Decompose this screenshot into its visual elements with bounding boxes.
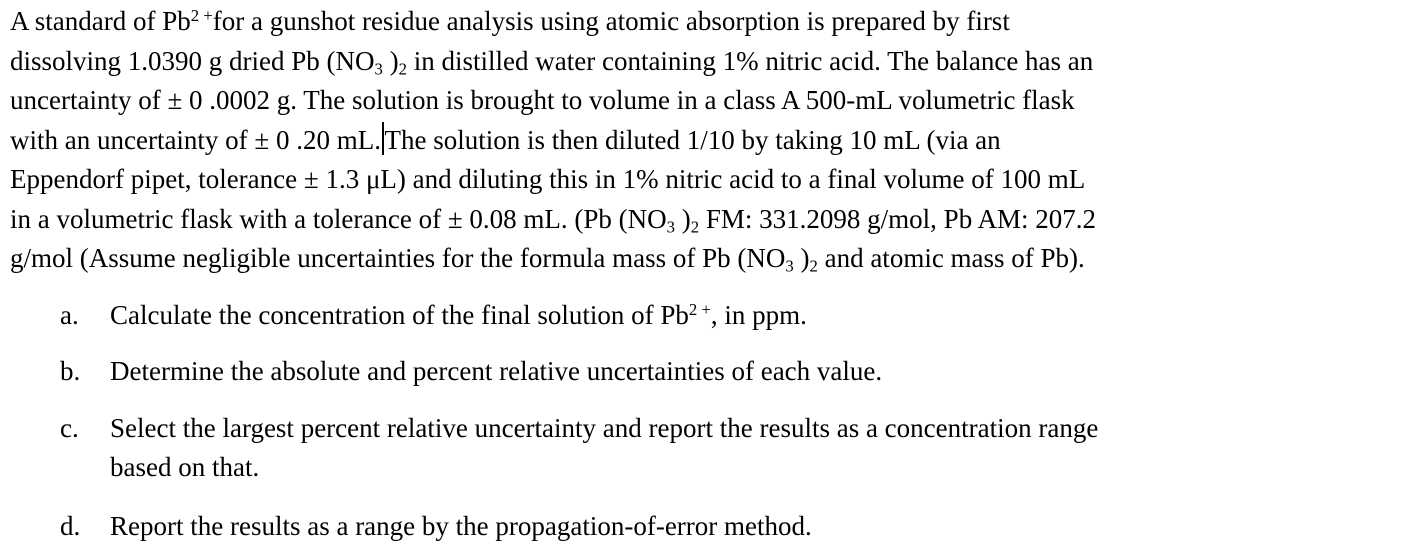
paragraph-line-4: with an uncertainty of ± 0 .20 mL. The solution is then diluted 1/10 by taking 10 mL (via an: [10, 121, 1415, 161]
paragraph-line-7: g/mol (Assume negligible uncertainties for the formula mass of Pb ($NO_3$ )$_2$ and atomic mass of Pb).: [10, 243, 1085, 276]
subscript-2: 2: [809, 256, 818, 276]
subscript-3: 3: [374, 59, 383, 79]
question-text: Determine the absolute and percent relative uncertainties of each value.: [110, 356, 883, 386]
question-item-a: [60, 296, 807, 335]
paragraph-line-6: in a volumetric flask with a tolerance of ± 0.08 mL. (Pb ($NO_3$ )$_2$ FM: 331.2098 g/mol, Pb AM: 207.2: [10, 203, 1096, 237]
paragraph-line-5: Eppendorf pipet, tolerance ± 1.3 μL) and diluting this in 1% nitric acid to a final volume of 100 mL: [10, 164, 1086, 194]
question-item-c: [60, 409, 1098, 487]
question-item-d: [60, 507, 812, 546]
problem-paragraph: [10, 2, 1415, 279]
paragraph-line-3: uncertainty of ± 0 .0002 g. The solution is brought to volume in a class A 500-mL volumetric flask: [10, 85, 1075, 115]
paragraph-line-2: dissolving 1.0390 g dried Pb ($NO_3$ )$_2$ in distilled water containing 1% nitric acid. The balance has an: [10, 45, 1094, 79]
superscript-charge: 2 +: [688, 299, 711, 319]
superscript-charge: 2 +: [190, 5, 213, 25]
problem-statement: [10, 0, 1415, 279]
question-text: Calculate the concentration of the final solution of $Pb^{2 +}$, in ppm.: [110, 299, 807, 330]
question-marker: a.: [60, 300, 79, 330]
question-text: Select the largest percent relative uncertainty and report the results as a concentration range based on that.: [110, 413, 1099, 482]
question-item-b: [60, 352, 882, 391]
question-marker: b.: [60, 356, 81, 386]
paragraph-line-1: A standard of $Pb^{2 +}for$ a gunshot residue analysis using atomic absorption is prepared by first: [10, 5, 1010, 36]
subscript-2: 2: [690, 217, 700, 237]
question-text: Report the results as a range by the propagation-of-error method.: [110, 511, 812, 541]
subscript-3: 3: [666, 217, 676, 237]
question-marker: c.: [60, 413, 79, 443]
text-cursor: [382, 122, 384, 155]
question-marker: d.: [60, 511, 81, 541]
subscript-2: 2: [398, 59, 407, 79]
subscript-3: 3: [785, 256, 794, 276]
